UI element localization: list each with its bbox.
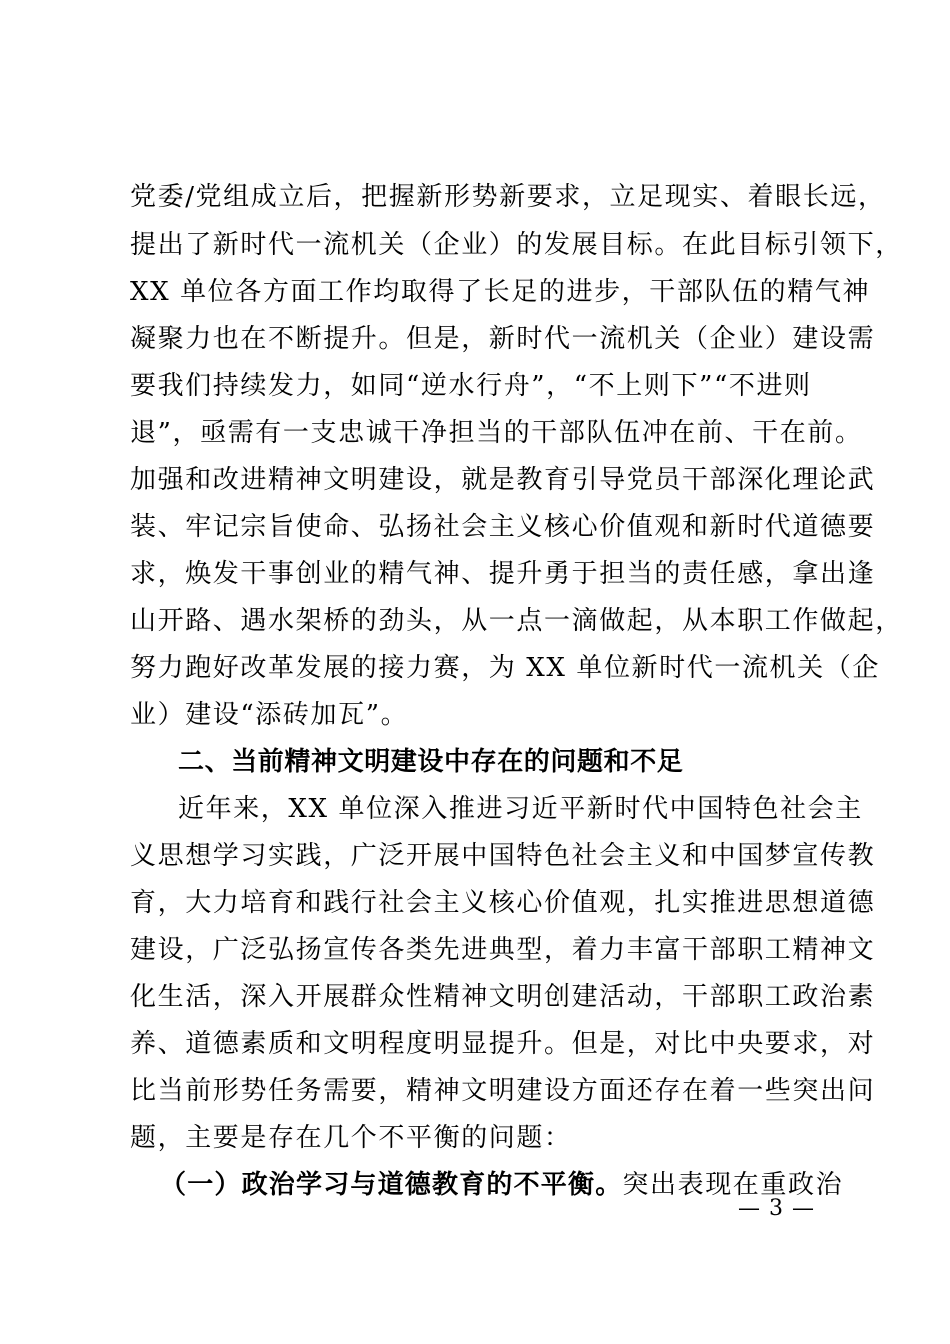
paragraph-line: 提出了新时代一流机关（企业）的发展目标。在此目标引领下， — [130, 230, 903, 260]
paragraph-line: 努力跑好改革发展的接力赛，为 XX 单位新时代一流机关（企 — [130, 653, 880, 683]
paragraph-line: 题，主要是存在几个不平衡的问题： — [130, 1123, 572, 1153]
subsection-text: 突出表现在重政治 — [622, 1170, 844, 1200]
paragraph-line: 山开路、遇水架桥的劲头，从一点一滴做起，从本职工作做起， — [130, 606, 903, 636]
paragraph-line: 要我们持续发力，如同“逆水行舟”，“不上则下”“不进则 — [130, 371, 812, 401]
paragraph-line: XX 单位各方面工作均取得了长足的进步，干部队伍的精气神 — [130, 277, 871, 307]
paragraph-line: 义思想学习实践，广泛开展中国特色社会主义和中国梦宣传教 — [130, 841, 876, 871]
paragraph-line: 养、道德素质和文明程度明显提升。但是，对比中央要求，对 — [130, 1029, 876, 1059]
paragraph-line: 化生活，深入开展群众性精神文明创建活动，干部职工政治素 — [130, 982, 876, 1012]
paragraph-line: 求，焕发干事创业的精气神、提升勇于担当的责任感，拿出逢 — [130, 559, 876, 589]
paragraph-line: 近年来，XX 单位深入推进习近平新时代中国特色社会主 — [178, 794, 863, 824]
paragraph-line: 凝聚力也在不断提升。但是，新时代一流机关（企业）建设需 — [130, 324, 876, 354]
paragraph-line: 装、牢记宗旨使命、弘扬社会主义核心价值观和新时代道德要 — [130, 512, 876, 542]
paragraph-line: 加强和改进精神文明建设，就是教育引导党员干部深化理论武 — [130, 465, 876, 495]
subsection-heading: （一）政治学习与道德教育的不平衡。 — [160, 1170, 623, 1200]
page-number: — 3 — — [738, 1196, 815, 1221]
section-heading: 二、当前精神文明建设中存在的问题和不足 — [178, 747, 684, 777]
paragraph-line: 退”，亟需有一支忠诚干净担当的干部队伍冲在前、干在前。 — [130, 418, 863, 448]
paragraph-line: 党委/党组成立后，把握新形势新要求，立足现实、着眼长远， — [130, 182, 886, 212]
paragraph-line: 比当前形势任务需要，精神文明建设方面还存在着一些突出问 — [130, 1076, 876, 1106]
paragraph-line: 业）建设“添砖加瓦”。 — [130, 700, 409, 730]
paragraph-line: 建设，广泛弘扬宣传各类先进典型，着力丰富干部职工精神文 — [130, 935, 876, 965]
paragraph-line: 育，大力培育和践行社会主义核心价值观，扎实推进思想道德 — [130, 888, 876, 918]
